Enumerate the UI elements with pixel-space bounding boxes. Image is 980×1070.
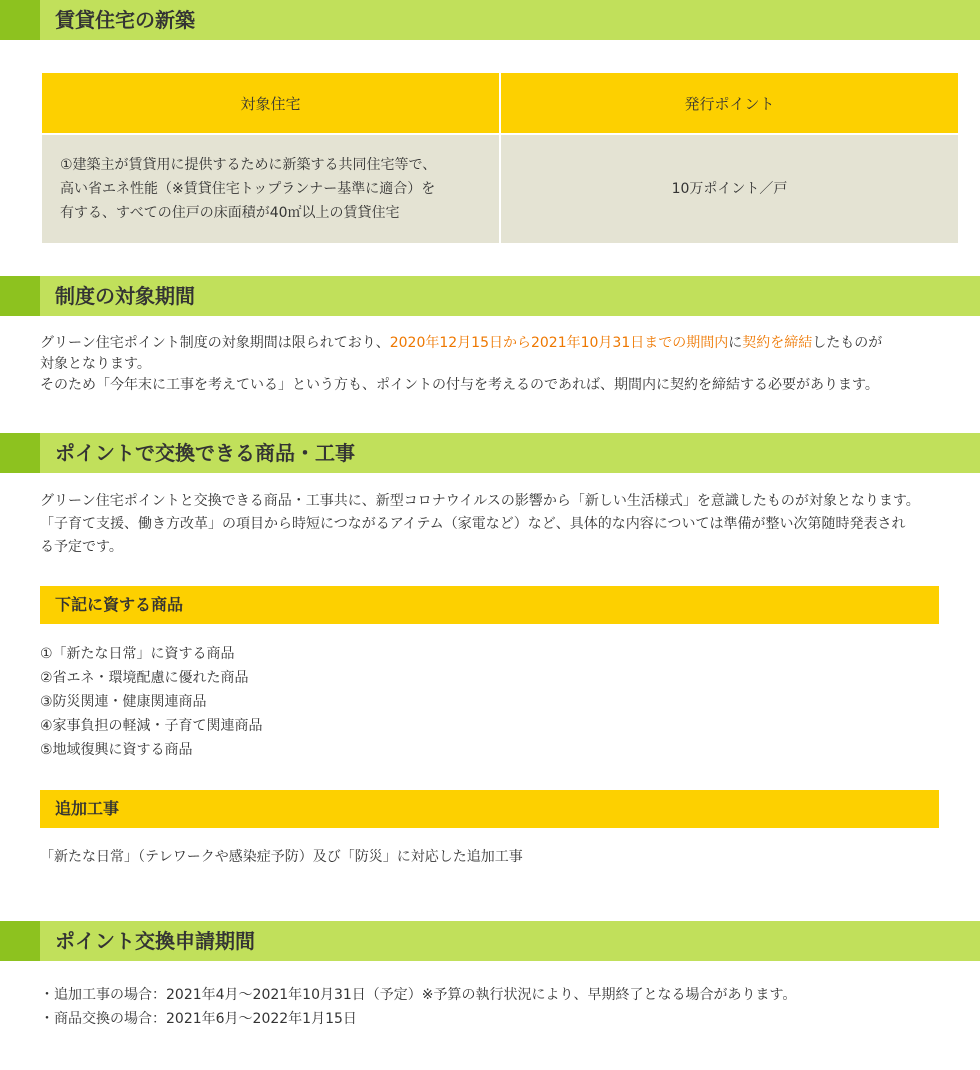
list-item: ・追加工事の場合：2021年4月～2021年10月31日（予定）※予算の執行状況により、早期終了となる場合があります。: [40, 987, 797, 1003]
exchange-line: る予定です。: [40, 539, 123, 555]
list-item: ・商品交換の場合：2021年6月～2022年1月15日: [40, 1011, 357, 1027]
list-item: ④家事負担の軽減・子育て関連商品: [40, 718, 263, 734]
period-line-2: 対象となります。: [40, 356, 151, 372]
list-item: ②省エネ・環境配慮に優れた商品: [40, 670, 249, 686]
section-accent-block: [0, 0, 40, 40]
period-line-3: そのため「今年末に工事を考えている」という方も、ポイントの付与を考えるのであれば、期間内に契約を締結する必要があります。: [40, 377, 879, 393]
section-heading-new-rental: [0, 0, 980, 40]
table-header-row: [42, 73, 958, 133]
list-item: ③防災関連・健康関連商品: [40, 694, 207, 710]
section-accent-block: [0, 433, 40, 473]
section-heading-exchange: [0, 433, 980, 473]
section-accent-block: [0, 921, 40, 961]
section-title: ポイント交換申請期間: [55, 929, 255, 953]
list-item: ①「新たな日常」に資する商品: [40, 646, 235, 662]
subheading-title: 追加工事: [55, 799, 120, 818]
period-text: したものが: [812, 335, 883, 351]
list-item: ⑤地域復興に資する商品: [40, 742, 193, 758]
description-line: ①建築主が賃貸用に提供するために新築する共同住宅等で、: [60, 157, 437, 173]
table-header-target-housing: 対象住宅: [42, 73, 499, 133]
section-accent-block: [0, 276, 40, 316]
subheading-products: [40, 586, 939, 624]
table-row: [42, 135, 958, 243]
section-title: ポイントで交換できる商品・工事: [55, 441, 355, 465]
period-text: グリーン住宅ポイント制度の対象期間は限られており、: [40, 335, 390, 351]
subheading-title: 下記に資する商品: [55, 595, 184, 614]
exchange-line: 「子育て支援、働き方改革」の項目から時短につながるアイテム（家電など）など、具体的な内容については準備が整い次第随時発表され: [40, 516, 906, 532]
period-highlight-contract: 契約を締結: [742, 335, 813, 351]
section-heading-application: [0, 921, 980, 961]
description-line: 有する、すべての住戸の床面積が40㎡以上の賃貸住宅: [60, 205, 400, 221]
period-line-1: [40, 333, 980, 354]
subheading-additional-work: [40, 790, 939, 828]
section-title: 制度の対象期間: [55, 284, 195, 308]
description-line: 高い省エネ性能（※賃貸住宅トップランナー基準に適合）を: [60, 181, 436, 197]
table-header-issued-points: 発行ポイント: [501, 73, 958, 133]
exchange-line: グリーン住宅ポイントと交換できる商品・工事共に、新型コロナウイルスの影響から「新しい生活様式」を意識したものが対象となります。: [40, 493, 920, 509]
products-list: [40, 642, 940, 762]
additional-work-text: 「新たな日常」（テレワークや感染症予防）及び「防災」に対応した追加工事: [40, 849, 523, 865]
table-cell-points: 10万ポイント／戸: [501, 135, 958, 243]
section-title: 賃貸住宅の新築: [55, 8, 195, 32]
period-text: に: [728, 335, 743, 351]
exchange-paragraph: [40, 490, 980, 559]
rental-points-table: [40, 71, 960, 245]
table-cell-description: [42, 135, 499, 243]
period-highlight-dates: 2020年12月15日から2021年10月31日までの期間内: [389, 335, 729, 351]
period-paragraph: [40, 333, 980, 396]
application-periods-list: [40, 983, 940, 1031]
section-heading-period: [0, 276, 980, 316]
